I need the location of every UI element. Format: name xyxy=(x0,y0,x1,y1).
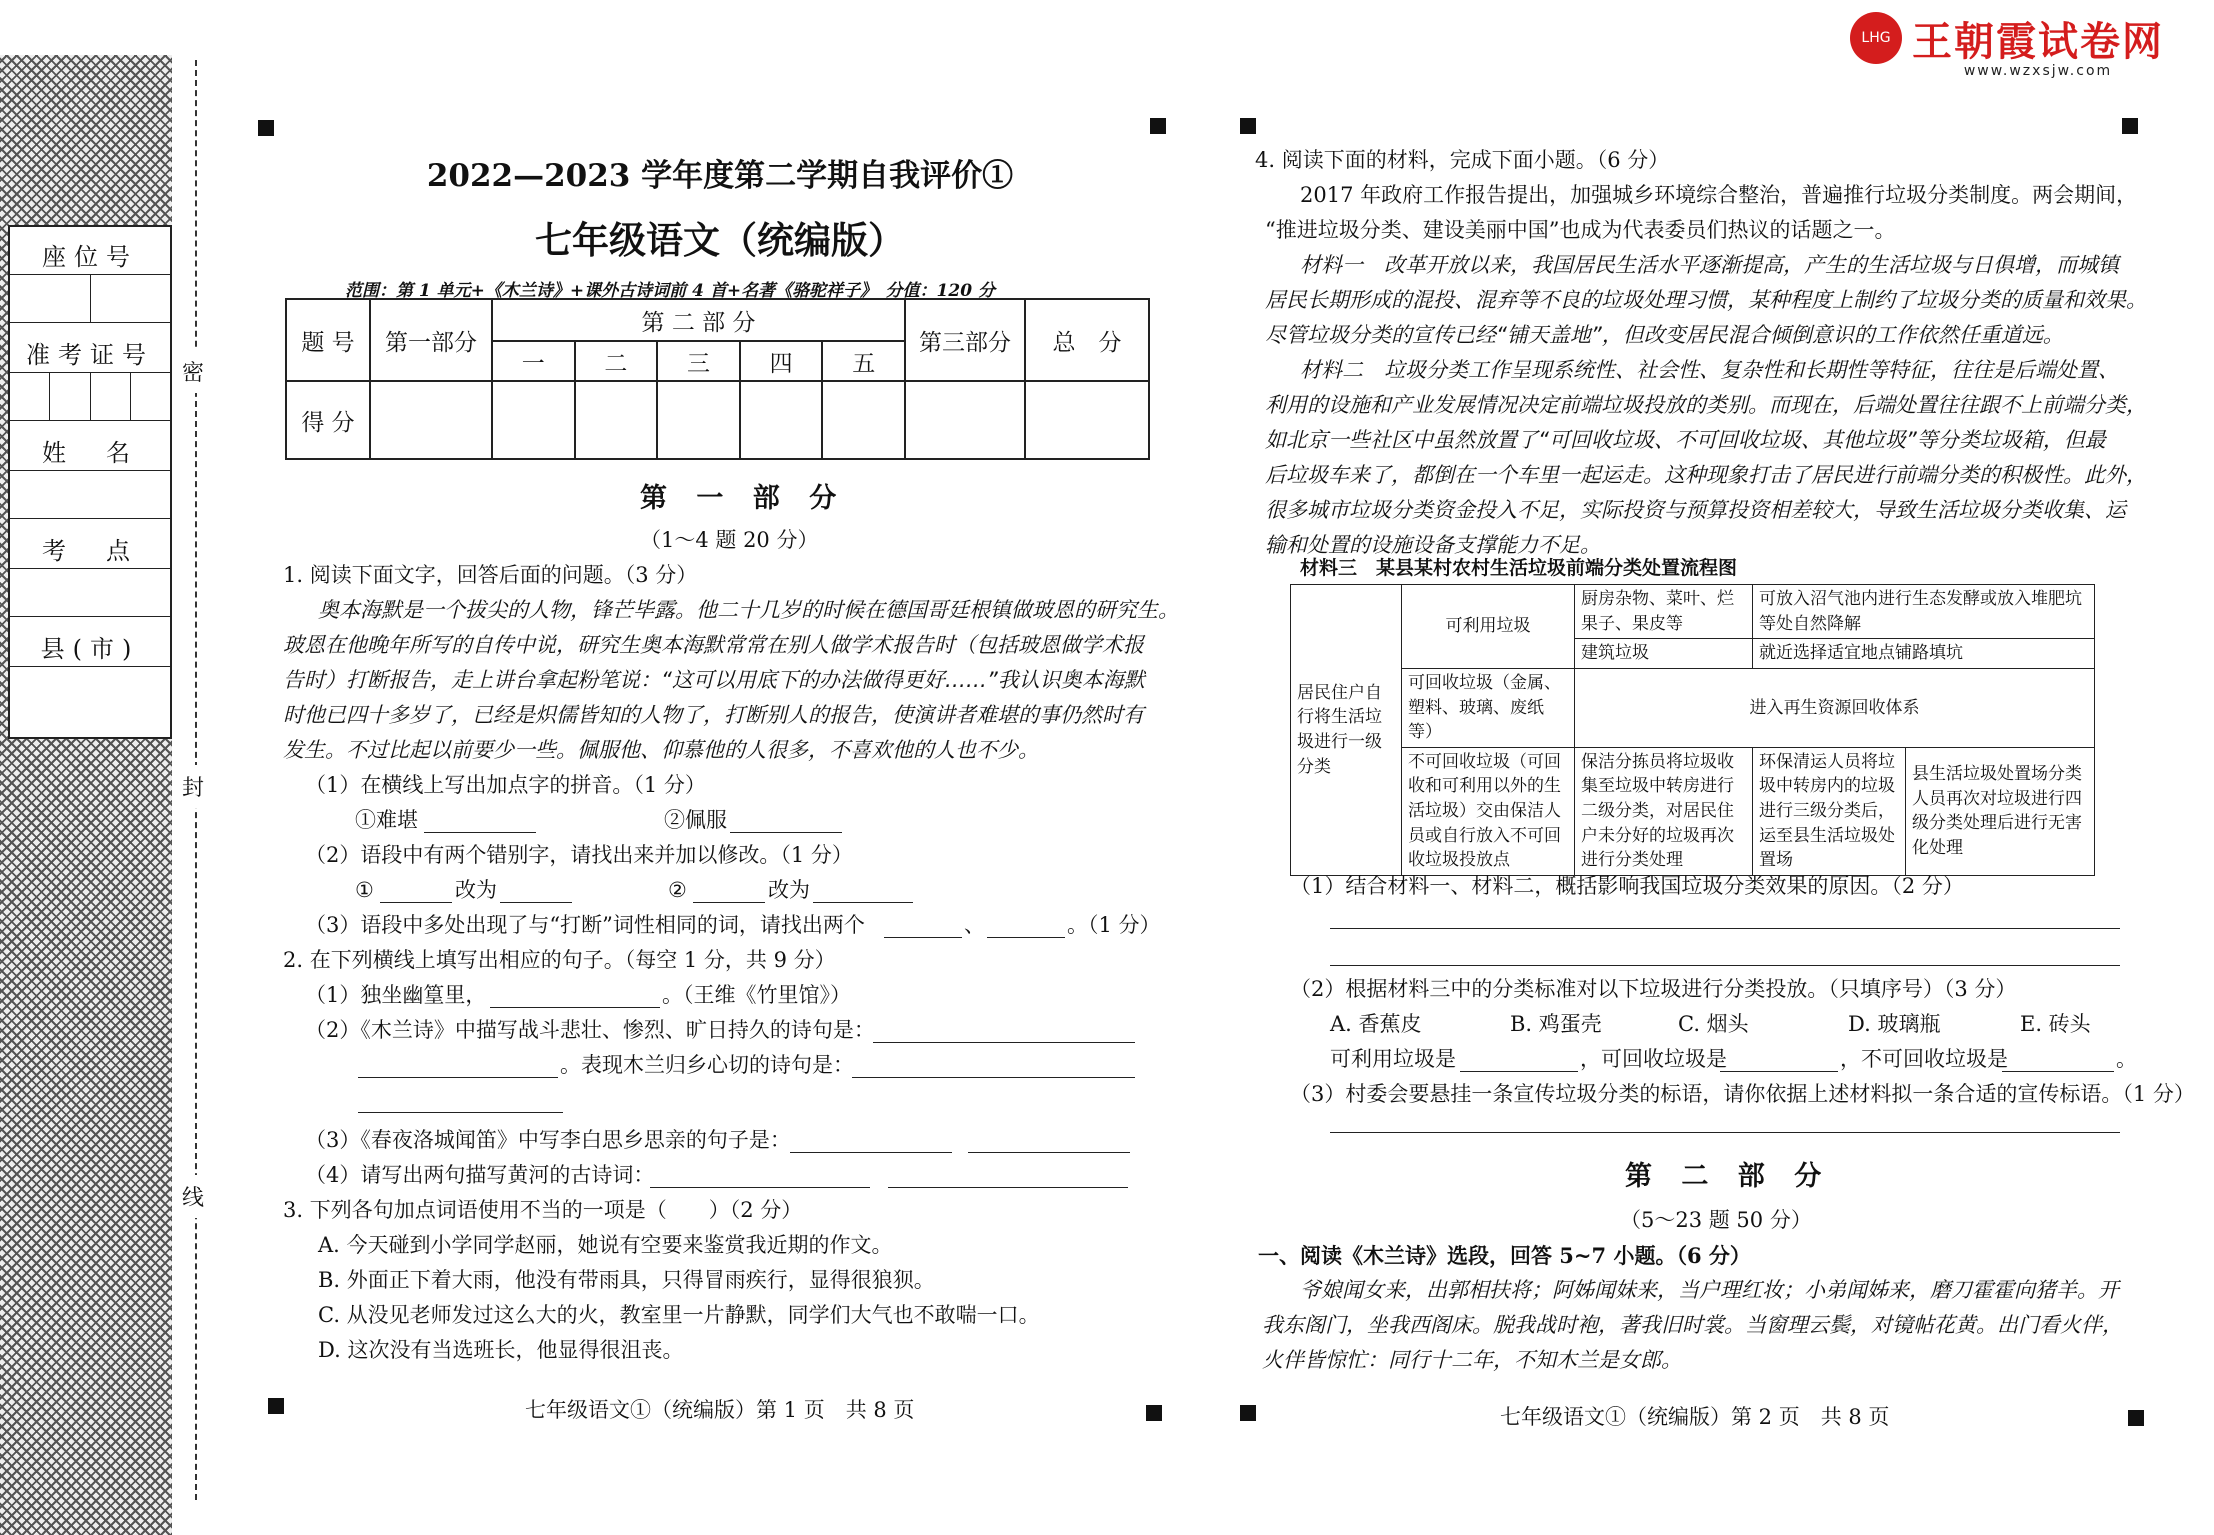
q1-sub2-a-blank[interactable] xyxy=(380,884,452,903)
q3-stem: 3. 下列各句加点词语使用不当的一项是（ ）（2 分） xyxy=(283,1198,803,1222)
exam-id-field[interactable] xyxy=(10,372,170,420)
q2-sub4: （4）请写出两句描写黄河的古诗词： xyxy=(305,1163,655,1187)
material2-line: 如北京一些社区中虽然放置了“可回收垃圾、不可回收垃圾、其他垃圾”等分类垃圾箱，但最 xyxy=(1265,428,2106,452)
flow-nonrecyclable: 不可回收垃圾（可回收和可利用以外的生活垃圾）交由保洁人员或自行放入不可回收垃圾投放点 xyxy=(1402,747,1575,875)
score-table-header: 总 分 xyxy=(1025,299,1149,381)
material3-title: 材料三 某县某村农村生活垃圾前端分类处置流程图 xyxy=(1300,557,1738,579)
q1-passage-line: 告时）打断报告，走上讲台拿起粉笔说：“这可以用底下的办法做得更好……”我认识奥本海默 xyxy=(283,668,1145,692)
poem-line: 我东阁门，坐我西阁床。脱我战时袍，著我旧时裳。当窗理云鬓，对镜帖花黄。出门看火伴， xyxy=(1262,1313,2123,1337)
q1-sub3-sep: 、 xyxy=(964,913,985,937)
county-label: 县(市) xyxy=(40,635,140,663)
q2-sub2-blank-1[interactable] xyxy=(873,1024,1135,1043)
q1-sub2-c-blank[interactable] xyxy=(693,884,765,903)
q1-sub3-blank-1[interactable] xyxy=(884,919,962,938)
flow-step2: 保洁分拣员将垃圾收集至垃圾中转房进行二级分类，对居民住户未分好的垃圾再次进行分类处理 xyxy=(1575,747,1753,875)
q4-sub3-answer-line[interactable] xyxy=(1330,1132,2120,1133)
q2-sub2-blank-3[interactable] xyxy=(852,1059,1135,1078)
q1-sub2-b: 改为 xyxy=(455,878,497,902)
q2-sub2b: 。表现木兰归乡心切的诗句是： xyxy=(560,1053,854,1077)
q1-passage-line: 发生。不过比起以前要少一些。佩服他、仰慕他的人很多，不喜欢他的人也不少。 xyxy=(283,738,1039,762)
registration-mark xyxy=(1146,1405,1162,1421)
q1-sub2-b-blank[interactable] xyxy=(500,884,572,903)
page1-footer: 七年级语文①（统编版）第 1 页 共 8 页 xyxy=(525,1398,915,1422)
poem-line: 爷娘闻女来，出郭相扶将；阿姊闻妹来，当户理红妆；小弟闻姊来，磨刀霍霍向猪羊。开 xyxy=(1300,1278,2119,1302)
q4-sub1-answer-line[interactable] xyxy=(1330,928,2120,929)
exam-id-label: 准考证号 xyxy=(26,341,154,369)
exam-subject: 七年级语文（统编版） xyxy=(535,218,905,262)
q1-stem: 1. 阅读下面文字，回答后面的问题。（3 分） xyxy=(283,563,698,587)
q2-sub4-blank-1[interactable] xyxy=(650,1169,870,1188)
q1-sub1-b-blank[interactable] xyxy=(730,814,842,833)
material1-line: 材料一 改革开放以来，我国居民生活水平逐渐提高，产生的生活垃圾与日俱增，而城镇 xyxy=(1300,253,2119,277)
score-cell[interactable] xyxy=(905,381,1025,459)
q3-option-c[interactable]: C. 从没见老师发过这么大的火，教室里一片静默，同学们大气也不敢喘一口。 xyxy=(318,1303,1040,1327)
q3-option-a[interactable]: A. 今天碰到小学同学赵丽，她说有空要来鉴赏我近期的作文。 xyxy=(318,1233,893,1257)
q4-sub2-fill-label: ，不可回收垃圾是 xyxy=(1840,1047,2008,1071)
q2-sub3-blank-1[interactable] xyxy=(790,1134,952,1153)
q1-passage-line: 奥本海默是一个拔尖的人物，锋芒毕露。他二十几岁的时候在德国哥廷根镇做玻恩的研究生。 xyxy=(318,598,1179,622)
waste-flow-chart xyxy=(1290,584,2095,876)
q1-sub2-a: ① xyxy=(355,878,374,902)
logo-badge-icon: LHG xyxy=(1850,12,1902,64)
score-table xyxy=(285,298,1150,460)
q4-option-b: B. 鸡蛋壳 xyxy=(1510,1012,1602,1036)
flow-left: 居民住户自行将生活垃圾进行一级分类 xyxy=(1291,585,1402,876)
q1-sub2-d-blank[interactable] xyxy=(813,884,913,903)
q1-passage-line: 玻恩在他晚年所写的自传中说，研究生奥本海默常常在别人做学术报告时（包括玻恩做学术报 xyxy=(283,633,1144,657)
registration-mark xyxy=(1150,118,1166,134)
q4-option-e: E. 砖头 xyxy=(2020,1012,2091,1036)
registration-mark xyxy=(1240,1405,1256,1421)
seal-char-feng: 封 xyxy=(182,765,204,808)
score-cell[interactable] xyxy=(1025,381,1149,459)
q4-sub2: （2）根据材料三中的分类标准对以下垃圾进行分类投放。（只填序号）（3 分） xyxy=(1290,977,2017,1001)
q2-sub2-blank-4[interactable] xyxy=(358,1094,563,1113)
score-cell[interactable] xyxy=(740,381,823,459)
candidate-info-box xyxy=(8,225,172,739)
score-table-header: 第三部分 xyxy=(905,299,1025,381)
q1-sub2: （2）语段中有两个错别字，请找出来并加以修改。（1 分） xyxy=(305,843,853,867)
material1-line: 居民长期形成的混投、混弃等不良的垃圾处理习惯，某种程度上制约了垃圾分类的质量和效果。 xyxy=(1265,288,2147,312)
q1-sub1: （1）在横线上写出加点字的拼音。（1 分） xyxy=(305,773,706,797)
score-cell[interactable] xyxy=(657,381,740,459)
flow-build-dest: 就近选择适宜地点铺路填坑 xyxy=(1753,639,2095,669)
material2-line: 材料二 垃圾分类工作呈现系统性、社会性、复杂性和长期性等特征，往往是后端处置、 xyxy=(1300,358,2119,382)
score-table-sub: 四 xyxy=(740,341,823,381)
q4-intro-line: “推进垃圾分类、建设美丽中国”也成为代表委员们热议的话题之一。 xyxy=(1265,218,1896,242)
flow-step4: 县生活垃圾处置场分类人员再次对垃圾进行四级分类处理后进行无害化处理 xyxy=(1906,747,2095,875)
q2-sub1: （1）独坐幽篁里， xyxy=(305,983,487,1007)
flow-build: 建筑垃圾 xyxy=(1575,639,1753,669)
flow-usable: 可利用垃圾 xyxy=(1402,585,1575,669)
registration-mark xyxy=(2122,118,2138,134)
score-table-sub: 二 xyxy=(575,341,658,381)
exam-site-label: 考 点 xyxy=(42,537,138,565)
part1-range: （1～4 题 20 分） xyxy=(640,528,819,552)
q4-option-c: C. 烟头 xyxy=(1678,1012,1749,1036)
logo-url: www.wzxsjw.com xyxy=(1963,63,2113,79)
score-table-sub: 三 xyxy=(657,341,740,381)
score-table-sub: 五 xyxy=(822,341,905,381)
part2-heading: 第 二 部 分 xyxy=(1625,1161,1832,1192)
material2-line: 后垃圾车来了，都倒在一个车里一起运走。这种现象打击了居民进行前端分类的积极性。此外， xyxy=(1265,463,2147,487)
flow-kitchen-dest: 可放入沼气池内进行生态发酵或放入堆肥坑等处自然降解 xyxy=(1753,585,2095,639)
q4-option-a: A. 香蕉皮 xyxy=(1330,1012,1422,1036)
q4-sub2-fill-label: 可利用垃圾是 xyxy=(1330,1047,1456,1071)
q1-sub1-a-label: ①难堪 xyxy=(355,808,418,832)
score-cell[interactable] xyxy=(370,381,492,459)
logo-title: 王朝霞试卷网 xyxy=(1912,19,2164,65)
q4-intro-line: 2017 年政府工作报告提出，加强城乡环境综合整治，普遍推行垃圾分类制度。两会期间， xyxy=(1300,183,2138,207)
score-table-header: 题 号 xyxy=(286,299,370,381)
q2-sub2: （2）《木兰诗》中描写战斗悲壮、惨烈、旷日持久的诗句是： xyxy=(305,1018,875,1042)
section1-heading: 一、阅读《木兰诗》选段，回答 5~7 小题。（6 分） xyxy=(1258,1243,1751,1268)
registration-mark xyxy=(268,1398,284,1414)
score-table-header: 第 二 部 分 xyxy=(492,299,905,341)
q2-sub1-blank[interactable] xyxy=(490,989,660,1008)
site-logo[interactable] xyxy=(1861,10,2164,79)
q2-sub3-blank-2[interactable] xyxy=(968,1134,1130,1153)
part1-heading: 第 一 部 分 xyxy=(640,483,847,514)
q4-sub2-fill-end: 。 xyxy=(2116,1047,2137,1071)
q1-sub3-end: 。（1 分） xyxy=(1067,913,1161,937)
q2-sub3: （3）《春夜洛城闻笛》中写李白思乡思亲的句子是： xyxy=(305,1128,791,1152)
q1-passage-line: 时他已四十多岁了，已经是炽儒皆知的人物了，打断别人的报告，使演讲者难堪的事仍然时有 xyxy=(283,703,1144,727)
q4-sub3: （3）村委会要悬挂一条宣传垃圾分类的标语，请你依据上述材料拟一条合适的宣传标语。（1 分） xyxy=(1290,1082,2195,1106)
part2-range: （5～23 题 50 分） xyxy=(1620,1208,1812,1232)
seat-number-label: 座位号 xyxy=(42,243,138,271)
flow-recyclable-dest: 进入再生资源回收体系 xyxy=(1575,668,2095,747)
q4-stem: 4. 阅读下面的材料，完成下面小题。（6 分） xyxy=(1255,148,1670,172)
score-cell[interactable] xyxy=(492,381,575,459)
q1-sub2-d: 改为 xyxy=(768,878,810,902)
q4-sub2-usable-blank[interactable] xyxy=(1460,1053,1578,1072)
page2-footer: 七年级语文①（统编版）第 2 页 共 8 页 xyxy=(1500,1405,1890,1429)
q4-option-d: D. 玻璃瓶 xyxy=(1848,1012,1941,1036)
q2-sub4-blank-2[interactable] xyxy=(888,1169,1128,1188)
material2-line: 输和处置的设施设备支撑能力不足。 xyxy=(1265,533,1601,557)
flow-kitchen: 厨房杂物、菜叶、烂果子、果皮等 xyxy=(1575,585,1753,639)
name-label: 姓 名 xyxy=(42,439,138,467)
q1-sub3-blank-2[interactable] xyxy=(987,919,1065,938)
q2-sub2-blank-2[interactable] xyxy=(358,1059,558,1078)
score-table-sub: 一 xyxy=(492,341,575,381)
score-table-header: 第一部分 xyxy=(370,299,492,381)
exam-title: 2022—2023 学年度第二学期自我评价① xyxy=(426,158,1014,194)
q2-sub1-source: 。（王维《竹里馆》） xyxy=(662,983,851,1007)
poem-line: 火伴皆惊忙：同行十二年，不知木兰是女郎。 xyxy=(1262,1348,1682,1372)
flow-step3: 环保清运人员将垃圾中转房内的垃圾进行三级分类后，运至县生活垃圾处置场 xyxy=(1753,747,1906,875)
material1-line: 尽管垃圾分类的宣传已经“铺天盖地”，但改变居民混合倾倒意识的工作依然任重道远。 xyxy=(1265,323,2064,347)
material2-line: 很多城市垃圾分类资金投入不足，实际投资与预算投资相差较大，导致生活垃圾分类收集、运 xyxy=(1265,498,2126,522)
registration-mark xyxy=(258,120,274,136)
seal-char-xian: 线 xyxy=(182,1175,204,1218)
q1-sub3: （3）语段中多处出现了与“打断”词性相同的词，请找出两个 xyxy=(305,913,865,937)
score-row-label: 得 分 xyxy=(286,381,370,459)
q3-option-d[interactable]: D. 这次没有当选班长，他显得很沮丧。 xyxy=(318,1338,684,1362)
q1-sub1-a-blank[interactable] xyxy=(424,814,536,833)
registration-mark xyxy=(2128,1410,2144,1426)
q1-sub1-b-label: ②佩服 xyxy=(664,808,727,832)
flow-recyclable: 可回收垃圾（金属、塑料、玻璃、废纸等） xyxy=(1402,668,1575,747)
q4-sub1: （1）结合材料一、材料二，概括影响我国垃圾分类效果的原因。（2 分） xyxy=(1290,874,1964,898)
score-cell[interactable] xyxy=(575,381,658,459)
score-cell[interactable] xyxy=(822,381,905,459)
q2-stem: 2. 在下列横线上填写出相应的句子。（每空 1 分，共 9 分） xyxy=(283,948,836,972)
q3-option-b[interactable]: B. 外面正下着大雨，他没有带雨具，只得冒雨疾行，显得很狼狈。 xyxy=(318,1268,935,1292)
q4-sub2-fill-label: ，可回收垃圾是 xyxy=(1580,1047,1727,1071)
q4-sub2-recyclable-blank[interactable] xyxy=(1720,1053,1838,1072)
registration-mark xyxy=(1240,118,1256,134)
material2-line: 利用的设施和产业发展情况决定前端垃圾投放的类别。而现在，后端处置往往跟不上前端分类， xyxy=(1265,393,2147,417)
q4-sub1-answer-line[interactable] xyxy=(1330,965,2120,966)
q4-sub2-nonrec-blank[interactable] xyxy=(2002,1053,2114,1072)
exam-scope: 范围：第 1 单元+《木兰诗》+课外古诗词前 4 首+名著《骆驼祥子》 分值：120 分 xyxy=(345,281,995,301)
seat-number-field[interactable] xyxy=(10,274,170,322)
q1-sub2-c: ② xyxy=(668,878,687,902)
seal-char-mi: 密 xyxy=(182,350,204,393)
